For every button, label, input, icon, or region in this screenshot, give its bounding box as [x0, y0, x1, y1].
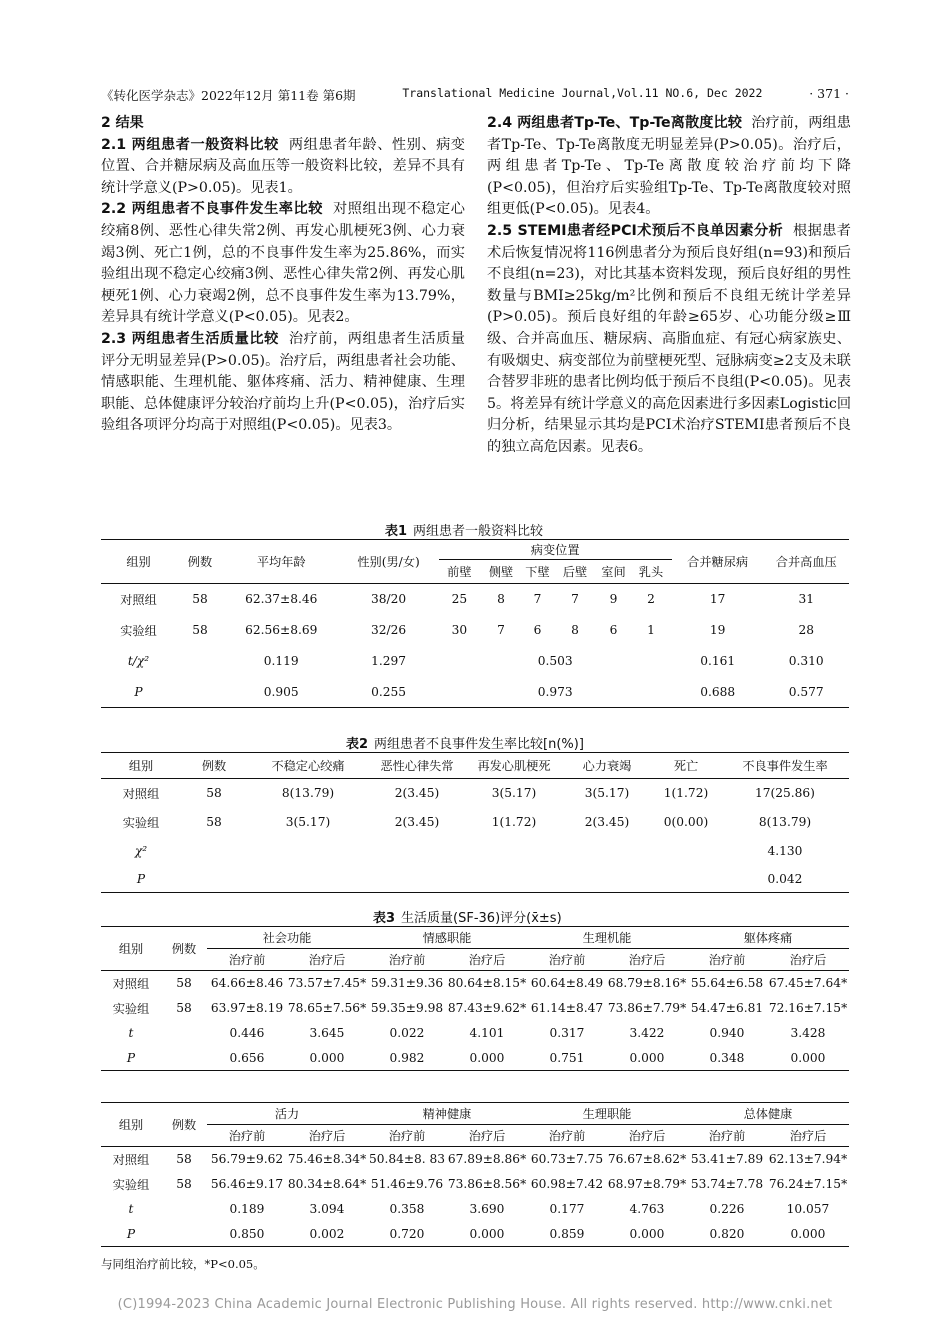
cell: 62.37±8.46 — [245, 592, 318, 607]
t3b-h-group: 组别 — [118, 1118, 144, 1132]
t2-header: 不稳定心绞痛 — [271, 759, 345, 773]
cell: t/χ² — [127, 654, 150, 668]
table1-title: 两组患者一般资料比较 — [413, 524, 544, 539]
page-number: · 371 · — [809, 86, 849, 101]
heading-2-3: 2.3 两组患者生活质量比较 — [101, 330, 279, 347]
table-row — [101, 1046, 849, 1071]
heading-2-2: 2.2 两组患者不良事件发生率比较 — [101, 201, 323, 218]
t1-h-htn: 合并高血压 — [775, 555, 837, 569]
table-row — [101, 646, 849, 677]
cell: 3(5.17) — [285, 815, 331, 829]
cell: 68.97±8.79* — [607, 1177, 687, 1191]
cell: t — [128, 1026, 134, 1040]
cell: 0.503 — [537, 654, 573, 668]
cell: 68.79±8.16* — [607, 976, 687, 991]
t3a-domain: 生理机能 — [527, 927, 687, 949]
t2-header: 恶性心律失常 — [380, 759, 454, 773]
t1-h-age: 平均年龄 — [256, 555, 306, 569]
cell: 9 — [609, 592, 618, 607]
t3a-domain: 社会功能 — [207, 927, 367, 949]
cell: 3.428 — [790, 1026, 826, 1040]
cell: 实验组 — [120, 623, 157, 638]
cell: 对照组 — [120, 592, 157, 607]
cell — [161, 1021, 207, 1046]
cell: 80.64±8.15* — [447, 976, 527, 991]
para-2-5 — [487, 221, 851, 459]
cell: 8 — [571, 623, 579, 637]
t3a-body — [101, 971, 849, 1071]
cell: 2 — [647, 592, 655, 607]
cell: 38/20 — [370, 592, 407, 607]
t2-header: 死亡 — [673, 759, 699, 773]
left-column — [101, 113, 465, 437]
cell: 61.14±8.47 — [530, 1001, 604, 1015]
cell: 8(13.79) — [758, 815, 812, 829]
cell: 0.000 — [790, 1226, 826, 1241]
body-2-2: 对照组出现不稳定心绞痛8例、恶性心律失常2例、再发心肌梗死3例、心力衰竭3例、死亡1例，总的不良事件发生率为25.86%，而实验组出现不稳定心绞痛3例、恶性心律失常2例、再发心肌梗死1例、心力衰竭2例，总不良事件发生率为13.79%，差异具有统计学意义(P<0.05)。见表2。 — [101, 201, 465, 326]
table-row — [101, 971, 849, 996]
cell: 0.002 — [309, 1226, 345, 1241]
body-2-1: 两组患者年龄、性别、病变位置、合并糖尿病及高血压等一般资料比较，差异不具有统计学意义(P>0.05)。见表1。 — [101, 136, 465, 196]
cell: 4.130 — [767, 844, 803, 858]
cell: 53.74±7.78 — [690, 1177, 764, 1191]
cell: 72.16±7.15* — [768, 1001, 848, 1015]
t3b-pre: 治疗前 — [548, 1129, 586, 1143]
cell: 73.86±7.79* — [607, 1001, 687, 1015]
cell: 6 — [533, 623, 542, 637]
t3a-post: 治疗后 — [789, 953, 827, 967]
table-row — [101, 584, 849, 615]
body-2-5: 根据患者术后恢复情况将116例患者分为预后良好组(n=93)和预后不良组(n=23)，对比其基本资料发现，预后良好组的男性数量与BMI≥25kg/m²比例和预后不良组无统计学差异(P>0.05)。预后良好组的年龄≥65岁、心功能分级≥Ⅲ级、合并高血压、糖尿病、高脂血症、有冠心病家族史、有吸烟史、病变部位为前壁梗死型、冠脉病变≥2支及未联合替罗非班的患者比例均低于预后不良组(P<0.05)。见表5。将差异有统计学意义的高危因素进行多因素Logistic回归分析，结果显示其均是PCI术治疗STEMI患者预后不良的独立高危因素。见表6。 — [487, 222, 852, 455]
t3a-h-n: 例数 — [171, 942, 197, 956]
cell: 50.84±8. 83 — [368, 1152, 446, 1167]
cell: 0.940 — [709, 1026, 745, 1040]
cell: 0.042 — [767, 871, 803, 886]
cell: 64.66±8.46 — [210, 976, 284, 991]
cell: 3(5.17) — [491, 786, 537, 801]
heading-2-5: 2.5 STEMI患者经PCI术预后不良单因素分析 — [487, 222, 784, 239]
t1-h-loc: 下壁 — [525, 565, 550, 579]
cell: 0.720 — [389, 1226, 425, 1241]
table3-label: 表3 — [373, 911, 396, 926]
cell: 0.177 — [549, 1202, 585, 1216]
cell: 0.348 — [709, 1050, 745, 1065]
cell: P — [134, 684, 143, 699]
cell: 76.67±8.62* — [607, 1152, 687, 1167]
cell: 对照组 — [122, 786, 160, 801]
t1-h-loc: 室间 — [601, 565, 626, 579]
cell: 19 — [709, 623, 726, 637]
t2-header: 例数 — [201, 759, 227, 773]
cell — [161, 1197, 207, 1222]
cell: 3.645 — [309, 1026, 345, 1040]
cell: 0.973 — [537, 684, 573, 699]
cell: 0.688 — [700, 684, 736, 699]
cell: 0.022 — [389, 1026, 425, 1040]
t1-h-loc: 乳头 — [638, 565, 664, 579]
cell: 2(3.45) — [394, 815, 440, 829]
cell: 1.297 — [371, 654, 406, 668]
right-column — [487, 113, 851, 459]
cell: 58 — [176, 976, 192, 991]
cell: 0.226 — [709, 1202, 745, 1216]
cell: 67.89±8.86* — [447, 1152, 527, 1167]
cell: 31 — [798, 592, 814, 607]
cell: 3.422 — [629, 1026, 665, 1040]
cell: 80.34±8.64* — [287, 1177, 367, 1191]
t2-header: 再发心肌梗死 — [477, 759, 551, 773]
cell: 78.65±7.56* — [287, 1001, 367, 1015]
cell: 0.000 — [629, 1226, 665, 1241]
cell: 8 — [497, 592, 505, 607]
cell: 0.820 — [709, 1226, 745, 1241]
cell: 17 — [709, 592, 726, 607]
cell: 0.189 — [229, 1202, 265, 1216]
t3a-post: 治疗后 — [628, 953, 666, 967]
cell: 58 — [176, 1152, 192, 1167]
cell: 4.763 — [629, 1202, 665, 1216]
table-row — [101, 837, 849, 866]
t3b-post: 治疗后 — [789, 1129, 827, 1143]
cell: 6 — [609, 623, 618, 637]
cell: 0.000 — [790, 1050, 826, 1065]
cell: 0.656 — [229, 1050, 265, 1065]
cell: 2(3.45) — [584, 815, 630, 829]
t3a-pre: 治疗前 — [548, 953, 586, 967]
cell: 实验组 — [112, 1177, 150, 1192]
cell: 3.690 — [469, 1202, 505, 1216]
cell: 0.751 — [549, 1050, 585, 1065]
cell: 56.79±9.62 — [210, 1152, 284, 1167]
table1-caption — [385, 520, 543, 539]
cell: 32/26 — [370, 623, 407, 637]
table-row — [101, 677, 849, 708]
t3b-post: 治疗后 — [468, 1129, 506, 1143]
cell: 对照组 — [112, 976, 150, 991]
cell: 0.859 — [549, 1226, 585, 1241]
para-2-1 — [101, 135, 465, 200]
cell: 3.094 — [309, 1202, 345, 1216]
table-row — [101, 996, 849, 1021]
cell: 51.46±9.76 — [370, 1177, 444, 1191]
t1-h-loc: 后壁 — [562, 565, 588, 579]
cell: 1(1.72) — [663, 786, 709, 801]
cell: 55.64±6.58 — [690, 976, 764, 991]
cell: 58 — [206, 786, 222, 801]
cell: 0.161 — [700, 654, 736, 668]
cell: 25 — [451, 592, 468, 607]
cell: t — [128, 1202, 134, 1216]
body-2-3: 治疗前，两组患者生活质量评分无明显差异(P>0.05)。治疗后，两组患者社会功能、情感职能、生理机能、躯体疼痛、活力、精神健康、生理职能、总体健康评分较治疗前均上升(P<0.05)，治疗后实验组各项评分均高于对照组(P<0.05)。见表3。 — [101, 330, 465, 434]
cell: 0.358 — [389, 1202, 425, 1216]
cell: 59.31±9.36 — [370, 976, 444, 991]
t1-h-location: 病变位置 — [439, 540, 672, 560]
cell: 75.46±8.34* — [287, 1152, 367, 1167]
cell: 7 — [497, 623, 505, 637]
cell — [161, 1046, 207, 1071]
t3a-post: 治疗后 — [308, 953, 346, 967]
table1-label: 表1 — [385, 524, 408, 539]
table-row — [101, 1172, 849, 1197]
body-2-4: 治疗前，两组患者Tp-Te、Tp-Te离散度无明显差异(P>0.05)。治疗后，两组患者Tp-Te、Tp-Te离散度较治疗前均下降(P<0.05)，但治疗后实验组Tp-Te、Tp-Te离散度较对照组更低(P<0.05)。见表4。 — [487, 115, 851, 218]
cell: P — [136, 871, 146, 886]
cell: 58 — [192, 623, 208, 637]
cell: 8(13.79) — [281, 786, 335, 801]
t1-h-dm: 合并糖尿病 — [687, 555, 749, 569]
table-row — [101, 615, 849, 646]
table3-part-a — [101, 926, 849, 1071]
copyright-footer: (C)1994-2023 China Academic Journal Electronic Publishing House. All rights reserved. http://www.cnki.net — [117, 1297, 833, 1312]
t3a-pre: 治疗前 — [708, 953, 746, 967]
cell: 0.000 — [469, 1050, 505, 1065]
cell: 0.982 — [389, 1050, 425, 1065]
cell: 58 — [192, 592, 208, 607]
para-2-3 — [101, 329, 465, 437]
cell: 对照组 — [112, 1152, 150, 1167]
table2-caption — [346, 733, 584, 752]
section-heading: 2 结果 — [101, 115, 144, 131]
cell: 0.000 — [629, 1050, 665, 1065]
t2-header: 不良事件发生率 — [742, 759, 828, 773]
running-header — [101, 86, 849, 104]
table3-note: 与同组治疗前比较，*P<0.05。 — [101, 1257, 265, 1271]
para-2-4 — [487, 113, 851, 221]
cell: 0.905 — [263, 684, 299, 699]
t3b-h-n: 例数 — [171, 1118, 197, 1132]
t3a-h-group: 组别 — [118, 942, 144, 956]
t3b-domain: 活力 — [207, 1103, 367, 1125]
t3b-post: 治疗后 — [308, 1129, 346, 1143]
cell: 0.317 — [549, 1026, 585, 1040]
t2-header: 组别 — [128, 759, 154, 773]
cell: 54.47±6.81 — [690, 1001, 764, 1015]
cell: 4.101 — [469, 1026, 505, 1040]
cell: 0.310 — [788, 654, 824, 668]
cell: P — [126, 1226, 136, 1241]
t1-h-group: 组别 — [126, 555, 151, 569]
t3a-domain: 躯体疼痛 — [687, 927, 849, 949]
t3a-domain: 情感职能 — [367, 927, 527, 949]
cell: 56.46±9.17 — [210, 1177, 284, 1191]
cell: 60.64±8.49 — [530, 976, 604, 991]
cell: 58 — [176, 1177, 192, 1191]
cell: 0.000 — [469, 1226, 505, 1241]
table-row — [101, 779, 849, 808]
table-row — [101, 1222, 849, 1247]
t1-h-n: 例数 — [187, 555, 213, 569]
t3b-domain: 精神健康 — [367, 1103, 527, 1125]
journal-issue: 《转化医学杂志》2022年12月 第11卷 第6期 — [101, 88, 356, 103]
cell: 0.255 — [371, 684, 406, 699]
t3a-pre: 治疗前 — [228, 953, 266, 967]
cell: 62.56±8.69 — [245, 623, 318, 637]
table-row — [101, 808, 849, 837]
t3b-post: 治疗后 — [628, 1129, 666, 1143]
t1-h-loc: 前壁 — [447, 565, 472, 579]
table-row — [101, 1021, 849, 1046]
cell: 30 — [451, 623, 468, 637]
cell: 58 — [206, 815, 222, 829]
cell: 2(3.45) — [394, 786, 440, 801]
cell: 0.577 — [788, 684, 824, 699]
cell — [161, 1222, 207, 1247]
cell: 7 — [533, 592, 542, 607]
t3b-domain: 生理职能 — [527, 1103, 687, 1125]
cell: 28 — [798, 623, 814, 637]
cell: 60.73±7.75 — [530, 1152, 604, 1167]
t3b-pre: 治疗前 — [708, 1129, 746, 1143]
cell: P — [126, 1050, 136, 1065]
table3-caption — [373, 907, 562, 926]
cell: 87.43±9.62* — [447, 1001, 527, 1015]
cell: 63.97±8.19 — [210, 1001, 284, 1015]
table1 — [101, 539, 849, 708]
cell: 67.45±7.64* — [768, 976, 848, 991]
t3b-pre: 治疗前 — [388, 1129, 426, 1143]
cell: 58 — [176, 1001, 192, 1015]
heading-2-4: 2.4 两组患者Tp-Te、Tp-Te离散度比较 — [487, 115, 743, 131]
t3b-body — [101, 1147, 849, 1247]
t3a-post: 治疗后 — [468, 953, 506, 967]
para-2-2 — [101, 199, 465, 329]
cell: 0.000 — [309, 1050, 345, 1065]
cell: 76.24±7.15* — [768, 1177, 848, 1191]
cell: 10.057 — [786, 1202, 830, 1216]
table2 — [101, 752, 849, 893]
t3b-domain: 总体健康 — [687, 1103, 849, 1125]
cell: 实验组 — [122, 815, 160, 830]
table3-title: 生活质量(SF-36)评分(x̄±s) — [401, 911, 562, 926]
table3-part-b — [101, 1102, 849, 1247]
t1-h-loc: 侧壁 — [488, 565, 514, 579]
t3b-pre: 治疗前 — [228, 1129, 266, 1143]
cell: 1(1.72) — [491, 815, 537, 829]
heading-2-1: 2.1 两组患者一般资料比较 — [101, 136, 279, 153]
cell: 53.41±7.89 — [690, 1152, 764, 1167]
cell: 73.86±8.56* — [447, 1177, 527, 1191]
cell: 59.35±9.98 — [370, 1001, 444, 1015]
table-row — [101, 866, 849, 893]
table2-title: 两组患者不良事件发生率比较[n(%)] — [374, 737, 584, 752]
cell: 0.850 — [229, 1226, 265, 1241]
cell: χ² — [134, 844, 148, 858]
cell: 73.57±7.45* — [287, 976, 367, 991]
table-row — [101, 1197, 849, 1222]
cell: 60.98±7.42 — [530, 1177, 604, 1191]
cell: 实验组 — [112, 1001, 150, 1016]
cell: 0.119 — [263, 654, 299, 668]
cell: 0.446 — [229, 1026, 265, 1040]
t1-h-sex: 性别(男/女) — [357, 555, 420, 569]
t2-header: 心力衰竭 — [582, 759, 632, 773]
cell: 0(0.00) — [663, 815, 709, 829]
table-row — [101, 1147, 849, 1172]
cell: 3(5.17) — [584, 786, 630, 801]
cell: 62.13±7.94* — [768, 1152, 848, 1167]
table2-label: 表2 — [346, 737, 369, 752]
cell: 7 — [571, 592, 579, 607]
t3a-pre: 治疗前 — [388, 953, 426, 967]
cell: 17(25.86) — [755, 786, 815, 801]
journal-english: Translational Medicine Journal,Vol.11 NO.6, Dec 2022 — [402, 86, 763, 100]
cell: 1 — [647, 623, 655, 637]
